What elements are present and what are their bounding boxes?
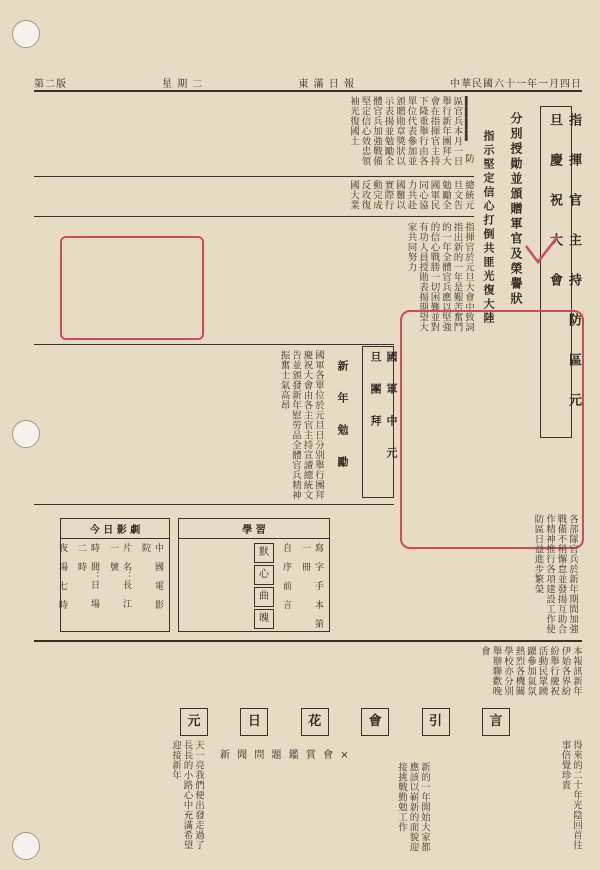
movie-listing-title: 今 日 影 劇 <box>61 519 169 539</box>
article-bottom-middle: 新的一年開始大家都應該以嶄新的面貌迎接挑戰勤勉工作 <box>396 762 430 852</box>
mid-headline-text: 國 軍 中 元 旦 團 拜 <box>369 351 398 462</box>
study-square-1: 默 <box>254 543 274 563</box>
lower-headline-char-3: 花 <box>301 708 329 736</box>
divider-4 <box>34 504 394 505</box>
lower-headline-char-1: 元 <box>180 708 208 736</box>
header-paper-name: 東 滿 日 報 <box>298 78 355 90</box>
movie-entry-3: 時 間：日 場 二 時 <box>76 543 99 608</box>
study-subnote: 自 序 前 言 <box>281 543 291 609</box>
header-date: 中華民國六十一年一月四日 <box>450 78 582 90</box>
study-square-2: 心 <box>254 565 274 585</box>
article-bottom-left: 天一亮我們便出發走過了長長的小路心中充滿希望迎接新年 <box>170 740 204 850</box>
divider-5 <box>34 640 582 642</box>
article-bottom-right: 得來的二十年光陰回首往事倍覺珍貴 <box>559 740 582 850</box>
movie-entry-1: 中 國 電 影 院 <box>140 543 163 609</box>
movie-entry-4: 夜 場 七 時 <box>57 543 67 609</box>
article-lower-right: 各部隊官兵於新年期間加強戰備不稍懈怠並發揚互助合作精神推行各項建設工作使防區日益進步繁榮 <box>532 514 578 634</box>
header-weekday: 星 期 二 <box>162 78 204 90</box>
red-checkmark-icon <box>522 232 562 272</box>
headline-subtitle-2: 指示堅定信心打倒共匪光復大陸 <box>482 130 495 326</box>
study-square-4: 魄 <box>254 609 274 629</box>
article-bottom-columns: 本報訊新年伊始各界紛紛舉行慶祝活動民眾踴躍參加氣氛熱烈各機關學校亦分別舉辦聯歡晚會 <box>479 646 582 696</box>
divider-1 <box>34 176 474 177</box>
mid-headline-box <box>362 346 398 498</box>
lower-headline-row <box>180 702 510 742</box>
article-columns-top: ▍▍▍▍ 防區官兵本月一日舉行新年團拜大會在指揮官主持下隆重舉行由各單位代表參加並頒贈勛章獎狀以示表揚並勉勵全體官兵加強戰備堅定信心效忠領袖光復國土 <box>348 96 474 166</box>
study-box-title: 學 習 <box>179 519 329 539</box>
divider-3 <box>34 344 394 345</box>
lower-headline-char-2: 日 <box>240 708 268 736</box>
study-box <box>178 518 330 632</box>
lower-headline-char-4: 會 <box>361 708 389 736</box>
movie-entry-2: 片 名：長 江 一 號 <box>108 543 131 608</box>
article-middle-left: 國軍各單位於元旦日分別舉行團拜慶祝大會由各主官主持宣讀總統文告並頒發新年慰勞品全體官兵精神振奮士氣高昂 <box>278 350 324 500</box>
lower-headline-char-5: 引 <box>422 708 450 736</box>
movie-listing-box <box>57 518 170 632</box>
header-issue: 第二版 <box>34 78 67 90</box>
headline-subtitle-1: 分別授勛並頒贈軍官及榮譽狀 <box>509 112 523 307</box>
article-columns-top-2: 總統元旦文告勉勵全國軍民同心協力共赴國難以實際行動完成反攻復國大業 <box>348 180 474 210</box>
lower-headline-sub: 新 聞 問 題 鑑 賞 會 × <box>220 750 351 761</box>
page-header <box>34 74 582 92</box>
lower-headline-char-6: 言 <box>482 708 510 736</box>
study-note: 寫 字 手 本 第 一 冊 <box>300 543 323 628</box>
red-annotation-box-left <box>60 236 204 340</box>
punch-hole-top <box>12 20 40 48</box>
article-body-left-block: 指揮官於元旦大會中致詞指出新的一年是艱苦奮鬥的一年全體官兵應以堅強的信心戰勝一切困難並對有功人員授勛表揚期望大家共同努力 <box>405 222 474 332</box>
main-headline-text: 指 揮 官 主 持 防 區 元 旦 慶 祝 大 會 <box>547 113 581 412</box>
mid-headline-sub: 新 年 勉 勵 <box>336 360 349 471</box>
study-square-3: 曲 <box>254 587 274 607</box>
divider-2 <box>34 216 474 217</box>
